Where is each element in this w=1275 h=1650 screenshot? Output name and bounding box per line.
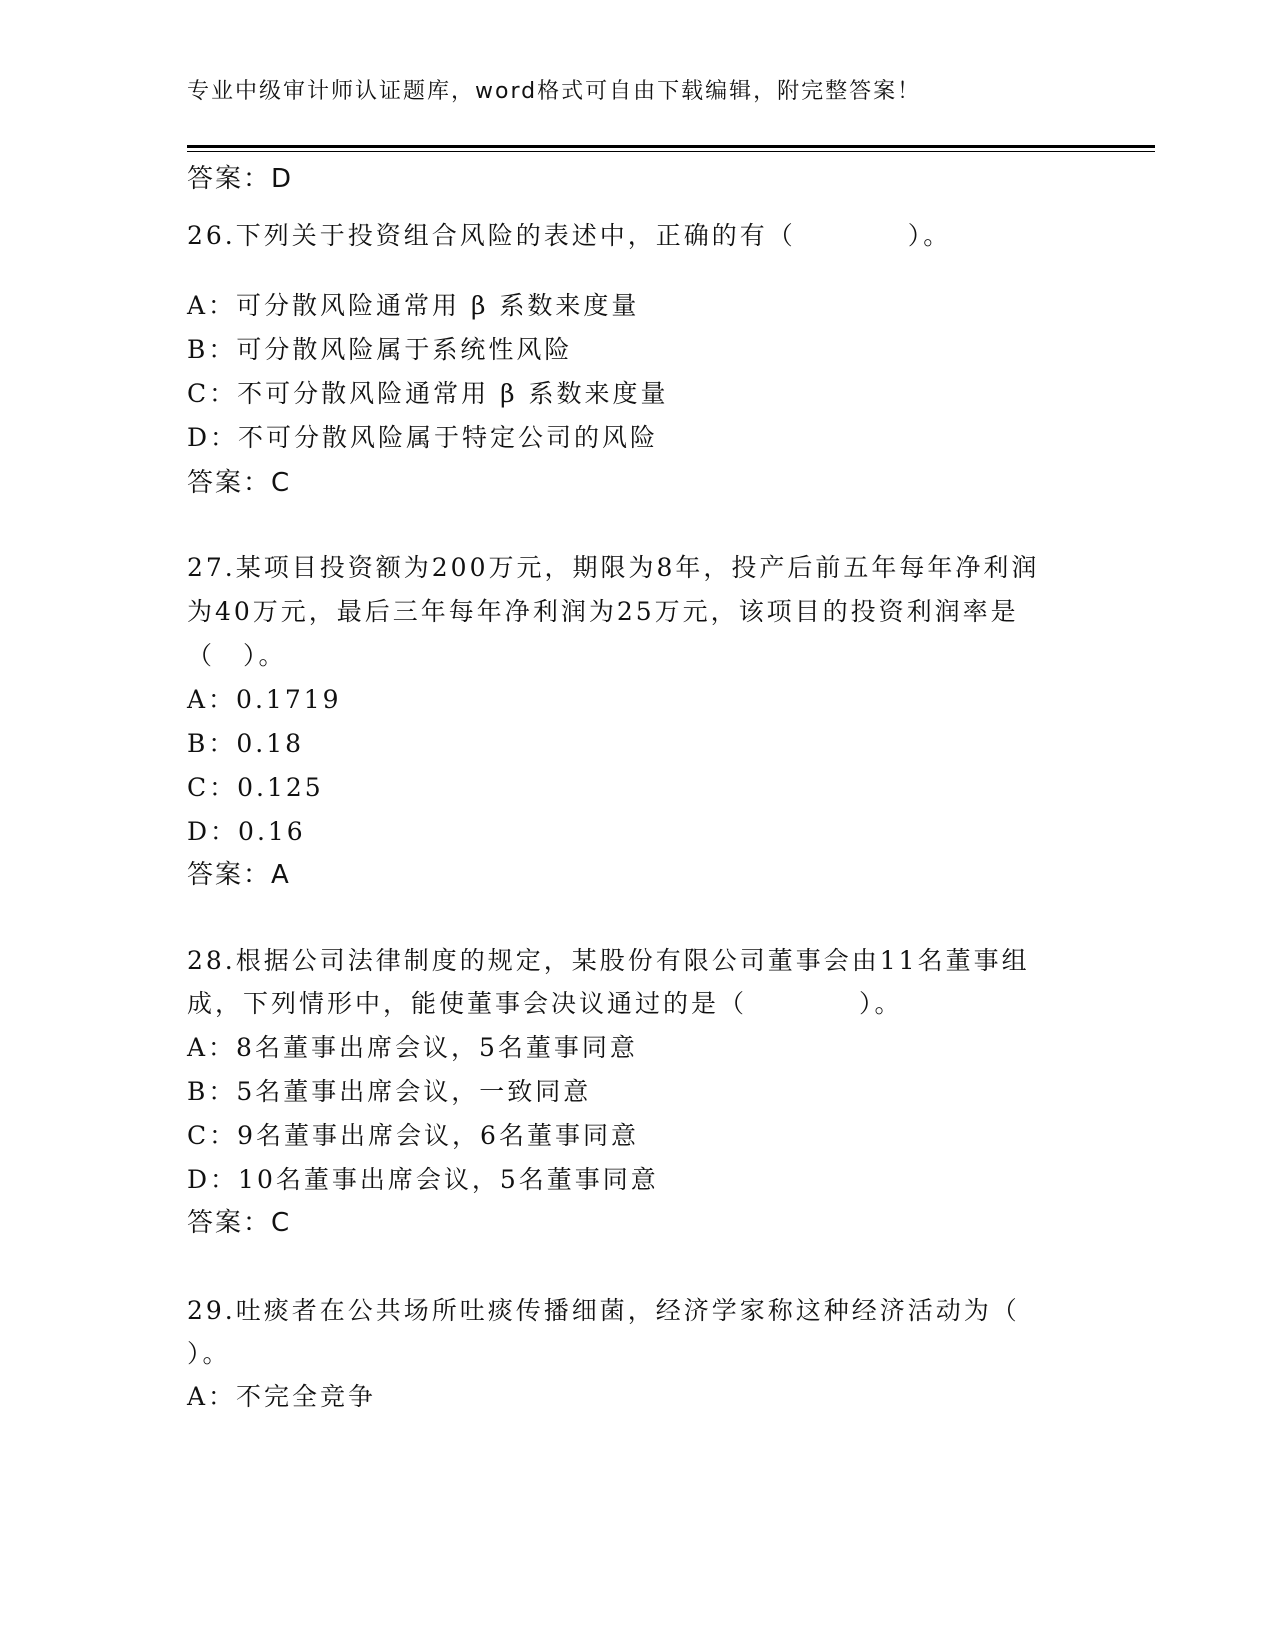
question-26-option-c: C：不可分散风险通常用 β 系数来度量: [187, 379, 669, 408]
header-rule-thick: [187, 145, 1155, 148]
previous-answer: 答案：D: [187, 164, 294, 194]
question-28-answer: 答案：C: [187, 1208, 292, 1238]
question-29-stem-line-1: 29.吐痰者在公共场所吐痰传播细菌，经济学家称这种经济活动为（: [187, 1296, 1020, 1325]
question-26-option-a: A：可分散风险通常用 β 系数来度量: [187, 291, 640, 320]
question-29-option-a: A：不完全竞争: [187, 1382, 377, 1411]
question-28-stem-line-1: 28.根据公司法律制度的规定，某股份有限公司董事会由11名董事组: [187, 946, 1030, 975]
question-27-stem-line-1: 27.某项目投资额为200万元，期限为8年，投产后前五年每年净利润: [187, 553, 1040, 582]
question-28-option-b: B：5名董事出席会议，一致同意: [187, 1077, 592, 1106]
question-27-option-b: B：0.18: [187, 729, 305, 758]
question-29-stem-line-2: ）。: [187, 1339, 231, 1368]
question-28-stem-line-2: 成，下列情形中，能使董事会决议通过的是（ ）。: [187, 989, 903, 1018]
question-27-option-d: D：0.16: [187, 817, 306, 846]
header-rule-thin: [187, 151, 1155, 152]
question-27-stem-line-2: 为40万元，最后三年每年净利润为25万元，该项目的投资利润率是: [187, 597, 1019, 626]
question-26-option-d: D：不可分散风险属于特定公司的风险: [187, 423, 659, 452]
question-28-option-d: D：10名董事出席会议，5名董事同意: [187, 1165, 659, 1194]
question-27-option-c: C：0.125: [187, 773, 324, 802]
question-28-option-a: A：8名董事出席会议，5名董事同意: [187, 1033, 638, 1062]
question-27-stem-line-3: （ ）。: [187, 641, 287, 670]
question-26-stem: 26.下列关于投资组合风险的表述中，正确的有（ ）。: [187, 221, 952, 250]
question-27-option-a: A：0.1719: [187, 685, 342, 714]
question-27-answer: 答案：A: [187, 860, 291, 890]
question-26-option-b: B：可分散风险属于系统性风险: [187, 335, 573, 364]
question-26-answer: 答案：C: [187, 468, 292, 498]
question-28-option-c: C：9名董事出席会议，6名董事同意: [187, 1121, 639, 1150]
page-header: 专业中级审计师认证题库，word格式可自由下载编辑，附完整答案！: [187, 79, 922, 104]
